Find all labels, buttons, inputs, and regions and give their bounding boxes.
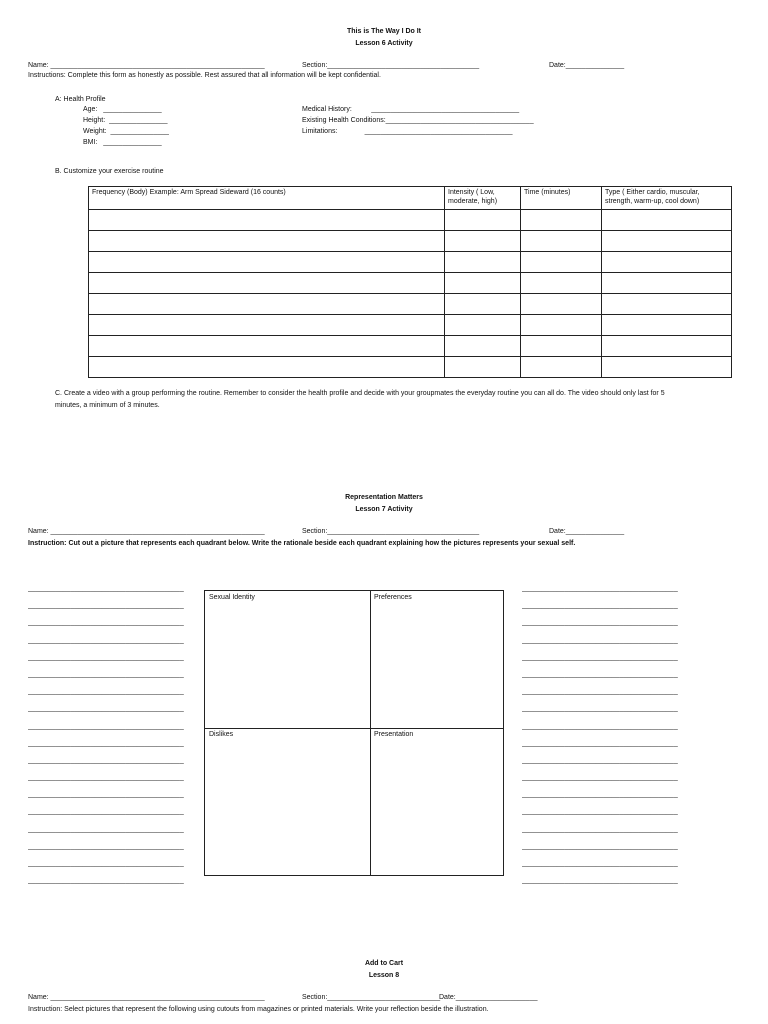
lesson6-subtitle: Lesson 6 Activity	[355, 40, 413, 47]
part-c-line1: C. Create a video with a group performing the routine. Remember to consider the health profile and decide with your groupmates the everyday routine you can all do. The video should only last for 5	[55, 390, 665, 397]
table-row	[89, 231, 732, 252]
rationale-line[interactable]: ________________________________________	[522, 739, 678, 747]
rationale-line[interactable]: ________________________________________	[28, 842, 184, 850]
table-cell[interactable]	[445, 273, 521, 294]
table-cell[interactable]	[602, 231, 732, 252]
lesson7-date-field[interactable]: Date:_______________	[549, 528, 625, 535]
table-row	[89, 210, 732, 231]
table-row	[89, 336, 732, 357]
table-cell[interactable]	[602, 210, 732, 231]
rationale-line[interactable]: ________________________________________	[522, 877, 678, 885]
rationale-line[interactable]: ________________________________________	[522, 585, 678, 592]
table-row	[89, 252, 732, 273]
table-cell[interactable]	[445, 294, 521, 315]
height-field[interactable]: Height: _______________	[83, 117, 168, 124]
lesson6-title: This is The Way I Do It	[346, 28, 422, 35]
table-cell[interactable]	[521, 336, 602, 357]
lesson6-name-field[interactable]: Name: _______________________________________________________	[28, 62, 265, 69]
rationale-line[interactable]: ________________________________________	[28, 653, 184, 661]
table-cell[interactable]	[602, 357, 732, 378]
rationale-line[interactable]: ________________________________________	[522, 842, 678, 850]
lesson7-title: Representation Matters	[345, 494, 423, 501]
table-row	[89, 273, 732, 294]
table-cell[interactable]	[602, 252, 732, 273]
col-type: Type ( Either cardio, muscular, strength, warm-up, cool down)	[602, 187, 732, 210]
rationale-line[interactable]: ________________________________________	[522, 688, 678, 696]
table-cell[interactable]	[602, 273, 732, 294]
rationale-line[interactable]: ________________________________________	[28, 739, 184, 747]
rationale-line[interactable]: ________________________________________	[522, 756, 678, 764]
part-c-line2: minutes, a minimum of 3 minutes.	[55, 402, 160, 409]
quadrant-preferences: Preferences	[374, 594, 412, 601]
table-cell[interactable]	[521, 294, 602, 315]
lesson6-section-field[interactable]: Section:_______________________________________	[302, 62, 480, 69]
rationale-line[interactable]: ________________________________________	[522, 653, 678, 661]
rationale-line[interactable]: ________________________________________	[522, 860, 678, 867]
lesson8-name-field[interactable]: Name: _______________________________________________________	[28, 994, 265, 1001]
lesson6-instructions: Instructions: Complete this form as honestly as possible. Rest assured that all information will be kept confidential.	[28, 72, 381, 79]
health-profile-heading: A: Health Profile	[55, 96, 106, 103]
quadrant-grid	[204, 590, 504, 876]
rationale-line[interactable]: ________________________________________	[28, 722, 184, 730]
table-cell[interactable]	[89, 315, 445, 336]
lesson8-section-field[interactable]: Section:_____________________________	[302, 994, 441, 1001]
lesson6-date-field[interactable]: Date:_______________	[549, 62, 625, 69]
table-cell[interactable]	[521, 315, 602, 336]
lesson7-subtitle: Lesson 7 Activity	[355, 506, 413, 513]
table-cell[interactable]	[445, 210, 521, 231]
table-cell[interactable]	[521, 357, 602, 378]
table-cell[interactable]	[445, 231, 521, 252]
table-cell[interactable]	[602, 294, 732, 315]
rationale-line[interactable]: ________________________________________	[28, 791, 184, 799]
lesson8-subtitle: Lesson 8	[368, 972, 400, 979]
rationale-line[interactable]: ________________________________________	[28, 756, 184, 764]
table-cell[interactable]	[89, 273, 445, 294]
lesson8-title: Add to Cart	[364, 960, 404, 967]
lesson7-instruction: Instruction: Cut out a picture that represents each quadrant below. Write the rationale beside each quadrant explaining how the pictures represents your sexual self.	[28, 540, 576, 547]
table-cell[interactable]	[89, 357, 445, 378]
table-cell[interactable]	[89, 252, 445, 273]
rationale-line[interactable]: ________________________________________	[28, 774, 184, 782]
rationale-line[interactable]: ________________________________________	[28, 619, 184, 627]
table-cell[interactable]	[445, 252, 521, 273]
quadrant-sexual-identity: Sexual Identity	[209, 594, 255, 601]
rationale-line[interactable]: ________________________________________	[28, 688, 184, 696]
rationale-line[interactable]: ________________________________________	[522, 825, 678, 833]
table-row	[89, 357, 732, 378]
rationale-line[interactable]: ________________________________________	[28, 808, 184, 816]
table-cell[interactable]	[521, 231, 602, 252]
lesson8-instruction: Instruction: Select pictures that represent the following using cutouts from magazines or printed materials. Write your reflection beside the illustration.	[28, 1006, 489, 1013]
col-intensity: Intensity ( Low, moderate, high)	[445, 187, 521, 210]
table-cell[interactable]	[89, 210, 445, 231]
rationale-line[interactable]: ________________________________________	[522, 602, 678, 610]
table-cell[interactable]	[521, 252, 602, 273]
rationale-line[interactable]: ________________________________________	[28, 670, 184, 678]
limitations-field[interactable]: Limitations: ______________________________________	[302, 128, 513, 135]
col-frequency: Frequency (Body) Example: Arm Spread Sideward (16 counts)	[89, 187, 445, 210]
rationale-line[interactable]: ________________________________________	[28, 585, 184, 592]
existing-conditions-field[interactable]: Existing Health Conditions:______________________________________	[302, 117, 534, 124]
exercise-routine-table	[88, 186, 732, 378]
bmi-field[interactable]: BMI: _______________	[83, 139, 162, 146]
table-cell[interactable]	[521, 210, 602, 231]
lesson7-name-field[interactable]: Name: _______________________________________________________	[28, 528, 265, 535]
rationale-line[interactable]: ________________________________________	[28, 705, 184, 713]
rationale-line[interactable]: ________________________________________	[28, 877, 184, 885]
col-time: Time (minutes)	[521, 187, 602, 210]
rationale-line[interactable]: ________________________________________	[522, 636, 678, 644]
weight-field[interactable]: Weight: _______________	[83, 128, 169, 135]
rationale-line[interactable]: ________________________________________	[522, 670, 678, 678]
lesson8-date-field[interactable]: Date:_____________________	[439, 994, 538, 1001]
quadrant-divider-horizontal	[205, 728, 503, 729]
table-cell[interactable]	[89, 231, 445, 252]
table-cell[interactable]	[445, 336, 521, 357]
rationale-line[interactable]: ________________________________________	[522, 791, 678, 799]
rationale-line[interactable]: ________________________________________	[28, 860, 184, 867]
lesson7-section-field[interactable]: Section:_______________________________________	[302, 528, 480, 535]
rationale-line[interactable]: ________________________________________	[522, 774, 678, 782]
exercise-routine-heading: B. Customize your exercise routine	[55, 168, 164, 175]
rationale-line[interactable]: ________________________________________	[522, 808, 678, 816]
quadrant-presentation: Presentation	[374, 731, 414, 738]
table-cell[interactable]	[602, 315, 732, 336]
table-cell[interactable]	[521, 273, 602, 294]
quadrant-dislikes: Dislikes	[209, 731, 234, 738]
table-row	[89, 294, 732, 315]
quadrant-divider-vertical	[370, 591, 371, 875]
rationale-line[interactable]: ________________________________________	[28, 825, 184, 833]
rationale-line[interactable]: ________________________________________	[28, 636, 184, 644]
age-field[interactable]: Age: _______________	[83, 106, 162, 113]
left-rationale-lines[interactable]	[28, 585, 184, 894]
rationale-line[interactable]: ________________________________________	[522, 705, 678, 713]
rationale-line[interactable]: ________________________________________	[522, 722, 678, 730]
rationale-line[interactable]: ________________________________________	[28, 602, 184, 610]
table-cell[interactable]	[89, 294, 445, 315]
rationale-line[interactable]: ________________________________________	[522, 619, 678, 627]
right-rationale-lines[interactable]	[522, 585, 678, 894]
table-cell[interactable]	[602, 336, 732, 357]
table-cell[interactable]	[445, 315, 521, 336]
medical-history-field[interactable]: Medical History: ______________________________________	[302, 106, 520, 113]
table-row	[89, 315, 732, 336]
table-cell[interactable]	[445, 357, 521, 378]
table-cell[interactable]	[89, 336, 445, 357]
